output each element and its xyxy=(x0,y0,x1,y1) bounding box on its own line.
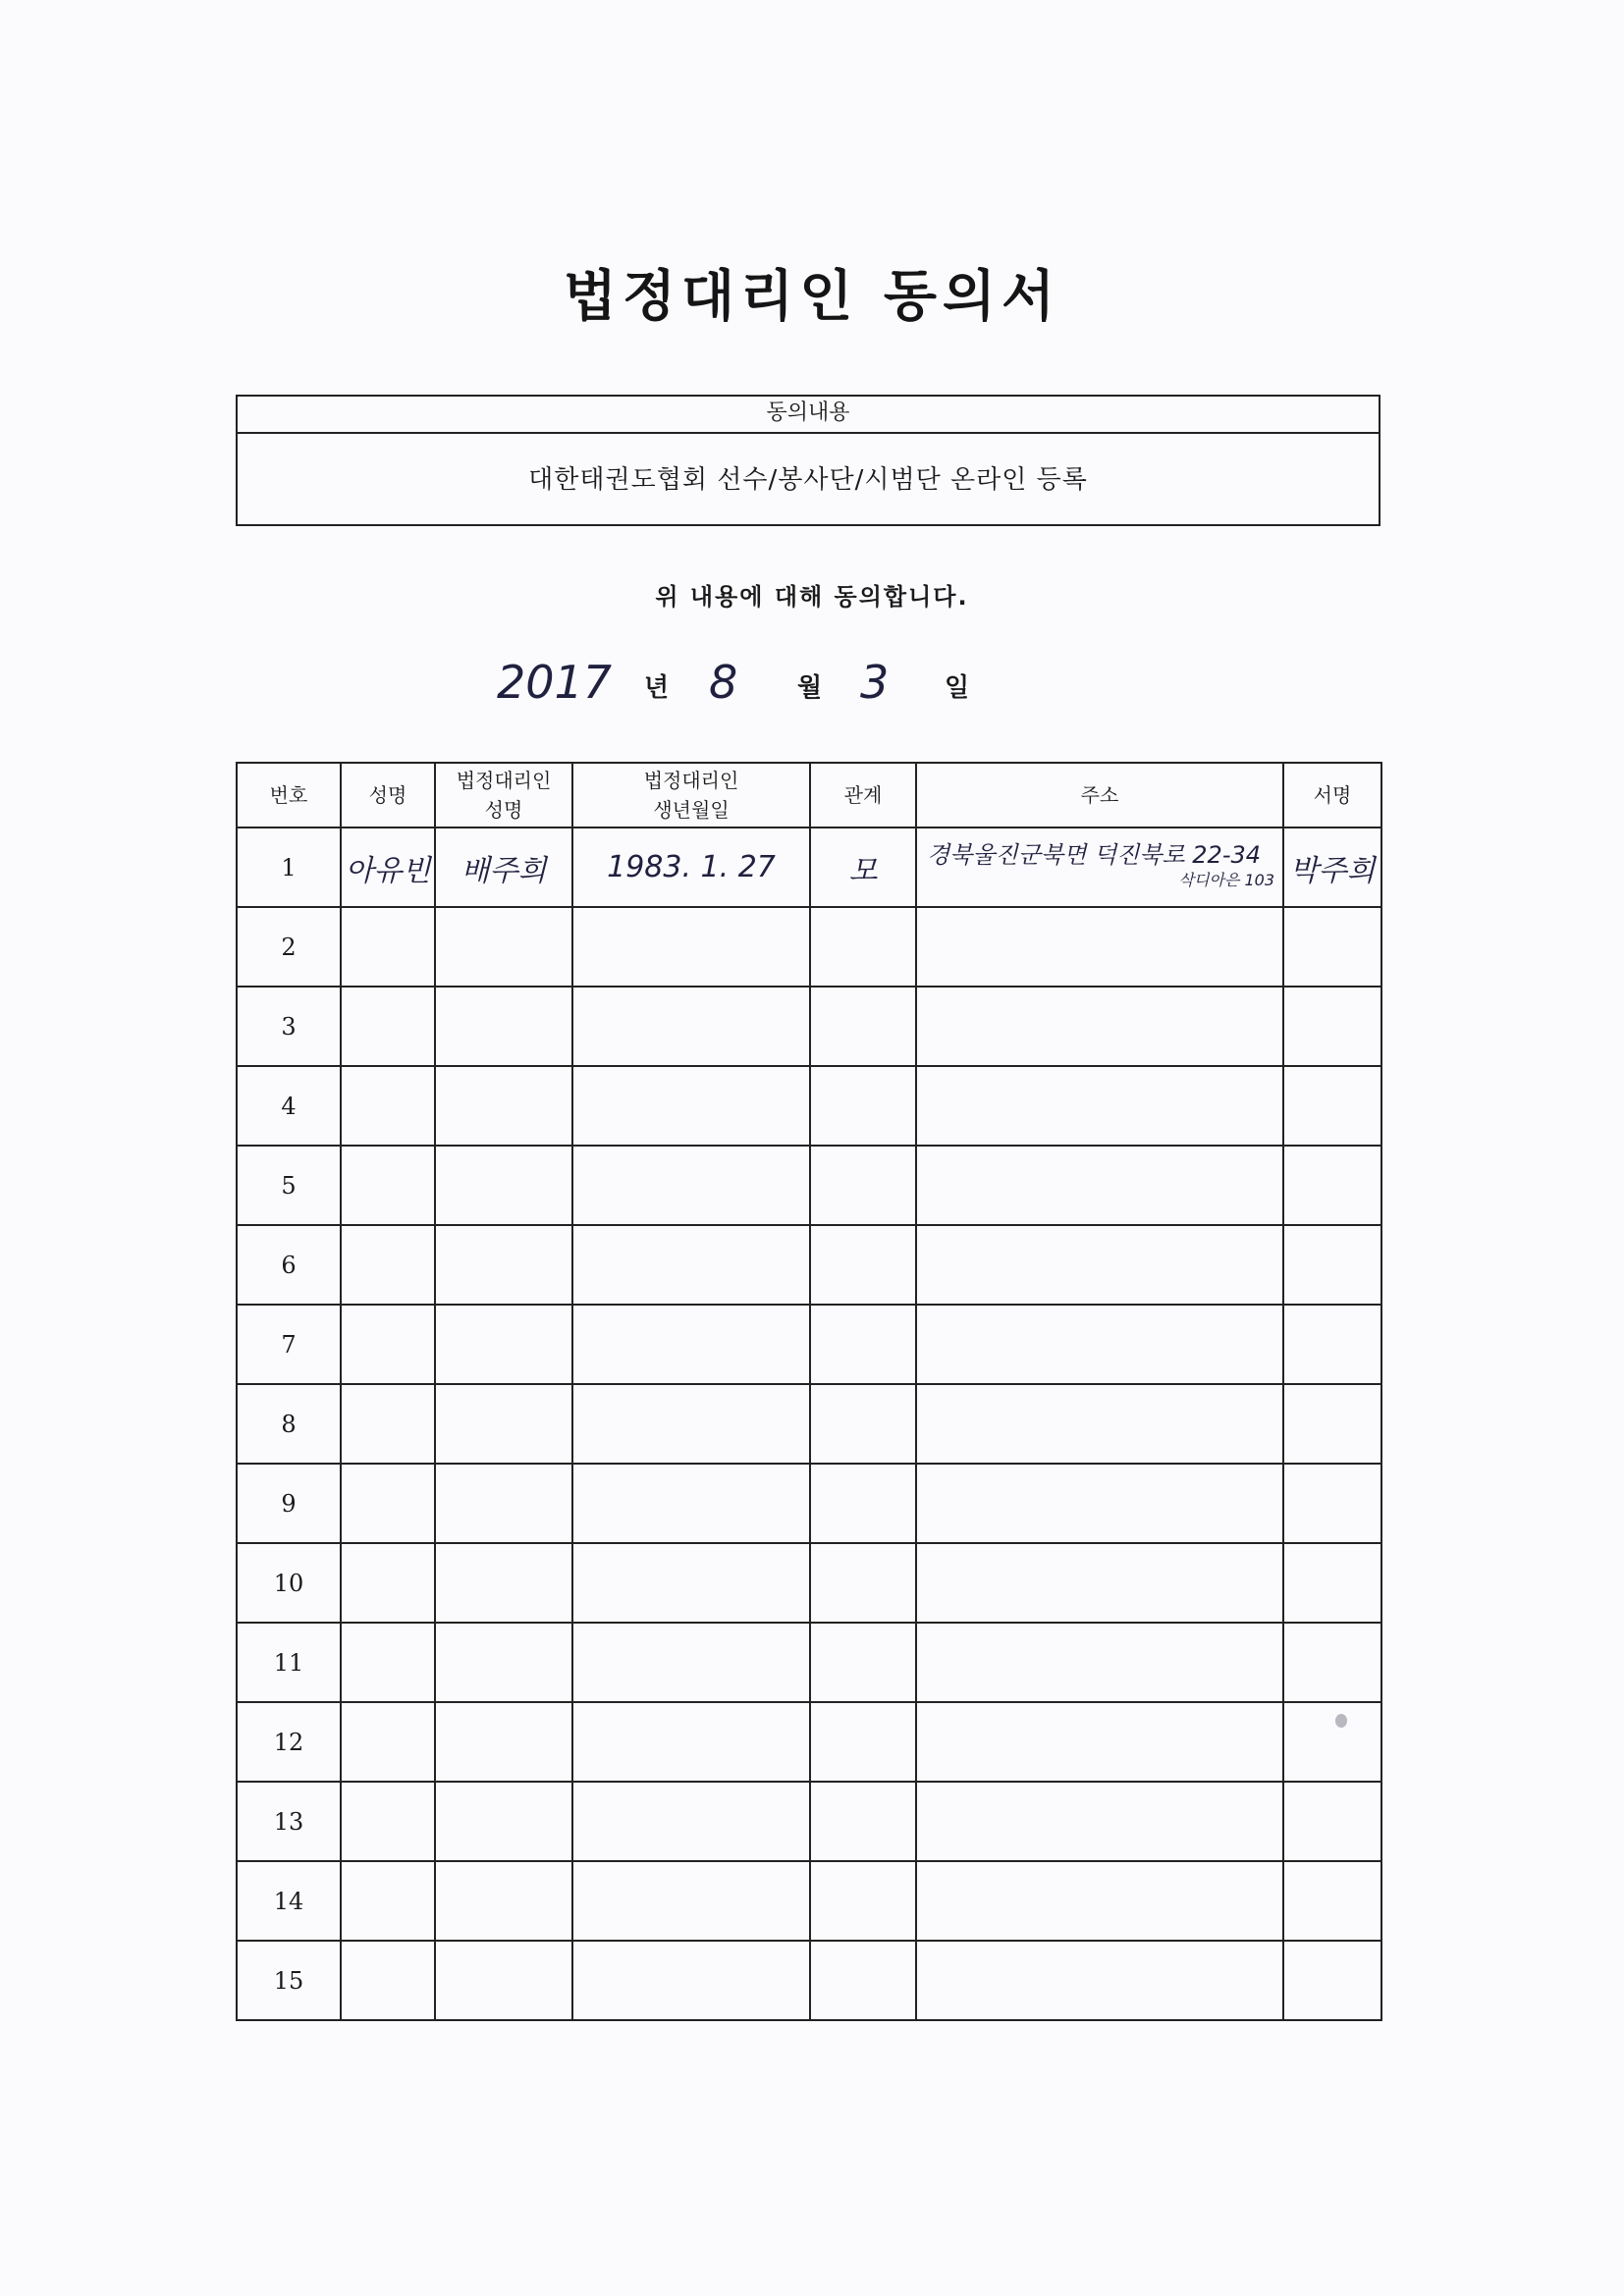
table-row xyxy=(237,828,1381,907)
cell-relation xyxy=(810,907,916,987)
cell-no: 6 xyxy=(237,1225,341,1305)
cell-address xyxy=(916,1623,1283,1702)
cell-no: 4 xyxy=(237,1066,341,1146)
cell-no: 14 xyxy=(237,1861,341,1941)
consent-body: 대한태권도협회 선수/봉사단/시범단 온라인 등록 xyxy=(528,465,1088,495)
cell-name xyxy=(341,1941,435,2020)
cell-address xyxy=(916,1384,1283,1464)
cell-name xyxy=(341,1146,435,1225)
cell-name xyxy=(341,1623,435,1702)
cell-address xyxy=(916,1146,1283,1225)
header-guardian-name-line2: 성명 xyxy=(484,798,523,822)
cell-address xyxy=(916,1941,1283,2020)
cell-signature xyxy=(1283,1782,1381,1861)
cell-signature xyxy=(1283,1623,1381,1702)
cell-signature: 박주희 xyxy=(1283,828,1381,907)
consent-content-box xyxy=(236,395,1380,526)
cell-guardian-birth xyxy=(572,1782,810,1861)
cell-name xyxy=(341,907,435,987)
consent-header: 동의내용 xyxy=(238,397,1379,434)
table-row xyxy=(237,907,1381,987)
header-guardian-birth-line1: 법정대리인 xyxy=(643,769,739,792)
table-row xyxy=(237,1384,1381,1464)
cell-relation xyxy=(810,1543,916,1623)
guardian-roster-table xyxy=(236,762,1382,2021)
cell-guardian-name xyxy=(435,1782,572,1861)
address-line1: 경북울진군북면 덕진북로 22-34 xyxy=(927,840,1262,869)
cell-no: 13 xyxy=(237,1782,341,1861)
cell-address xyxy=(916,1066,1283,1146)
cell-relation xyxy=(810,1623,916,1702)
cell-name xyxy=(341,987,435,1066)
table-row xyxy=(237,1543,1381,1623)
cell-guardian-birth xyxy=(572,1066,810,1146)
cell-address xyxy=(916,1782,1283,1861)
roster-body xyxy=(237,828,1381,2020)
table-row xyxy=(237,1146,1381,1225)
cell-guardian-name: 배주희 xyxy=(435,828,572,907)
header-signature: 서명 xyxy=(1283,763,1381,828)
cell-name xyxy=(341,1702,435,1782)
cell-relation xyxy=(810,1305,916,1384)
cell-no: 8 xyxy=(237,1384,341,1464)
cell-guardian-name xyxy=(435,1702,572,1782)
cell-name xyxy=(341,1861,435,1941)
cell-guardian-birth xyxy=(572,1464,810,1543)
cell-guardian-birth xyxy=(572,1225,810,1305)
cell-signature xyxy=(1283,1384,1381,1464)
cell-name xyxy=(341,1384,435,1464)
table-row xyxy=(237,1305,1381,1384)
cell-guardian-name xyxy=(435,1305,572,1384)
scan-speck xyxy=(1335,1714,1347,1728)
table-row xyxy=(237,1782,1381,1861)
cell-no: 9 xyxy=(237,1464,341,1543)
cell-name: 아유빈 xyxy=(341,828,435,907)
date-day-handwritten: 3 xyxy=(860,656,890,709)
table-row xyxy=(237,1861,1381,1941)
cell-guardian-birth xyxy=(572,1543,810,1623)
cell-guardian-birth xyxy=(572,1146,810,1225)
cell-relation xyxy=(810,1941,916,2020)
cell-guardian-name xyxy=(435,1225,572,1305)
date-year-handwritten: 2017 xyxy=(497,656,613,709)
cell-guardian-name xyxy=(435,1464,572,1543)
cell-relation xyxy=(810,1464,916,1543)
header-relation: 관계 xyxy=(810,763,916,828)
cell-relation xyxy=(810,987,916,1066)
cell-name xyxy=(341,1066,435,1146)
header-guardian-birth-line2: 생년월일 xyxy=(653,798,730,822)
header-guardian-name-line1: 법정대리인 xyxy=(456,769,552,792)
cell-guardian-name xyxy=(435,1861,572,1941)
cell-guardian-birth: 1983. 1. 27 xyxy=(572,828,810,907)
cell-signature xyxy=(1283,1702,1381,1782)
cell-guardian-birth xyxy=(572,1305,810,1384)
table-row xyxy=(237,1464,1381,1543)
header-name: 성명 xyxy=(341,763,435,828)
cell-guardian-birth xyxy=(572,1861,810,1941)
cell-address xyxy=(916,1861,1283,1941)
cell-relation xyxy=(810,1782,916,1861)
cell-signature xyxy=(1283,1861,1381,1941)
cell-relation xyxy=(810,1146,916,1225)
header-guardian-birth xyxy=(572,763,810,828)
cell-address xyxy=(916,907,1283,987)
cell-signature xyxy=(1283,1225,1381,1305)
address-line2: 삭디아은 103 xyxy=(1178,870,1274,889)
cell-no: 5 xyxy=(237,1146,341,1225)
date-year-label: 년 xyxy=(644,673,670,703)
cell-address xyxy=(916,1305,1283,1384)
table-row xyxy=(237,1941,1381,2020)
header-guardian-name xyxy=(435,763,572,828)
cell-no: 10 xyxy=(237,1543,341,1623)
cell-relation xyxy=(810,1225,916,1305)
cell-no: 12 xyxy=(237,1702,341,1782)
date-line xyxy=(0,656,1624,715)
cell-guardian-birth xyxy=(572,1384,810,1464)
header-no: 번호 xyxy=(237,763,341,828)
cell-guardian-birth xyxy=(572,1941,810,2020)
cell-no: 7 xyxy=(237,1305,341,1384)
cell-guardian-birth xyxy=(572,1702,810,1782)
cell-relation xyxy=(810,1384,916,1464)
cell-signature xyxy=(1283,1464,1381,1543)
date-month-label: 월 xyxy=(797,673,823,703)
table-header-row xyxy=(237,763,1381,828)
cell-name xyxy=(341,1464,435,1543)
cell-signature xyxy=(1283,1305,1381,1384)
cell-guardian-name xyxy=(435,1623,572,1702)
cell-no: 11 xyxy=(237,1623,341,1702)
cell-relation xyxy=(810,1066,916,1146)
cell-relation xyxy=(810,1702,916,1782)
cell-guardian-name xyxy=(435,1543,572,1623)
table-row xyxy=(237,1623,1381,1702)
cell-guardian-birth xyxy=(572,1623,810,1702)
header-address: 주소 xyxy=(916,763,1283,828)
cell-signature xyxy=(1283,1146,1381,1225)
cell-signature xyxy=(1283,1066,1381,1146)
cell-relation: 모 xyxy=(810,828,916,907)
agreement-statement: 위 내용에 대해 동의합니다. xyxy=(655,583,969,611)
cell-address xyxy=(916,828,1283,907)
table-row xyxy=(237,1702,1381,1782)
cell-address xyxy=(916,987,1283,1066)
cell-relation xyxy=(810,1861,916,1941)
table-row xyxy=(237,1066,1381,1146)
cell-signature xyxy=(1283,1941,1381,2020)
cell-address xyxy=(916,1464,1283,1543)
cell-guardian-name xyxy=(435,1066,572,1146)
cell-address xyxy=(916,1225,1283,1305)
cell-guardian-name xyxy=(435,907,572,987)
cell-no: 1 xyxy=(237,828,341,907)
page-title: 법정대리인 동의서 xyxy=(563,265,1061,329)
date-day-label: 일 xyxy=(945,673,970,703)
cell-address xyxy=(916,1702,1283,1782)
cell-guardian-birth xyxy=(572,907,810,987)
cell-guardian-birth xyxy=(572,987,810,1066)
cell-name xyxy=(341,1305,435,1384)
cell-guardian-name xyxy=(435,1941,572,2020)
cell-guardian-name xyxy=(435,1146,572,1225)
cell-no: 15 xyxy=(237,1941,341,2020)
cell-no: 3 xyxy=(237,987,341,1066)
cell-signature xyxy=(1283,987,1381,1066)
cell-signature xyxy=(1283,1543,1381,1623)
cell-signature xyxy=(1283,907,1381,987)
table-row xyxy=(237,987,1381,1066)
date-month-handwritten: 8 xyxy=(709,656,738,709)
cell-no: 2 xyxy=(237,907,341,987)
cell-name xyxy=(341,1543,435,1623)
cell-guardian-name xyxy=(435,987,572,1066)
cell-name xyxy=(341,1782,435,1861)
cell-address xyxy=(916,1543,1283,1623)
cell-guardian-name xyxy=(435,1384,572,1464)
cell-name xyxy=(341,1225,435,1305)
table-row xyxy=(237,1225,1381,1305)
